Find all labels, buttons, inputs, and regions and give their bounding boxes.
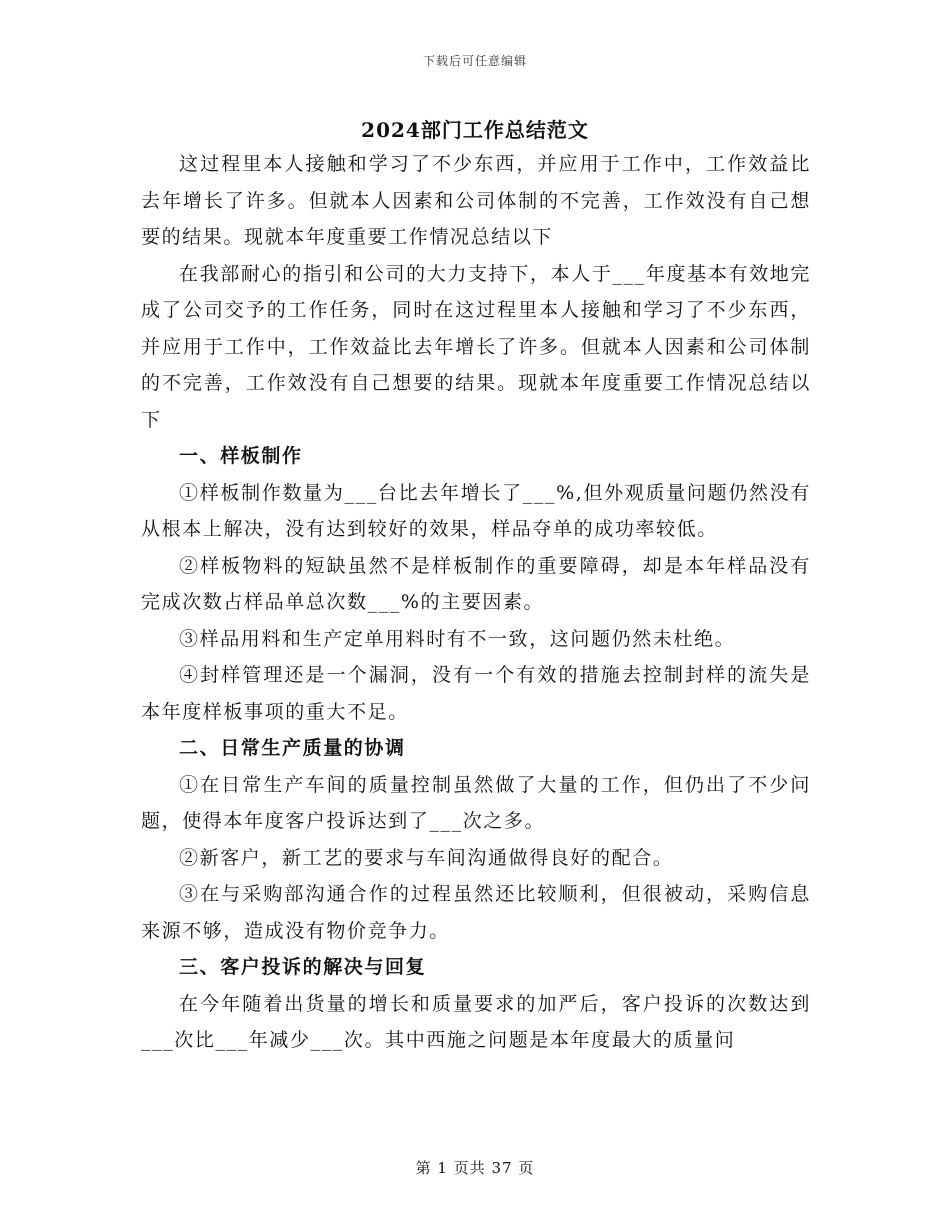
section-paragraph: ③样品用料和生产定单用料时有不一致，这问题仍然未杜绝。 bbox=[179, 627, 736, 650]
section-paragraph: ①在日常生产车间的质量控制虽然做了大量的工作，但仍出了不少问题，使得本年度客户投诉达到了___次之多。 bbox=[141, 773, 811, 832]
intro-paragraph: 这过程里本人接触和学习了不少东西，并应用于工作中，工作效益比去年增长了许多。但就本人因素和公司体制的不完善，工作效没有自己想要的结果。现就本年度重要工作情况总结以下 bbox=[141, 153, 811, 248]
section-paragraph: ①样板制作数量为___台比去年增长了___%,但外观质量问题仍然没有从根本上解决，没有达到较好的效果，样品夺单的成功率较低。 bbox=[141, 481, 811, 540]
section-paragraph: ②新客户，新工艺的要求与车间沟通做得良好的配合。 bbox=[179, 846, 674, 869]
document-title: 2024部门工作总结范文 bbox=[361, 118, 589, 142]
section-heading-sample-making: 一、样板制作 bbox=[179, 445, 303, 467]
section-paragraph: ③在与采购部沟通合作的过程虽然还比较顺利，但很被动，采购信息来源不够，造成没有物价竞争力。 bbox=[141, 883, 811, 942]
section-heading-production-quality: 二、日常生产质量的协调 bbox=[179, 737, 406, 759]
header-note: 下载后可任意编辑 bbox=[422, 54, 527, 68]
document-body bbox=[141, 146, 811, 1059]
section-heading-customer-complaints: 三、客户投诉的解决与回复 bbox=[179, 956, 427, 978]
section-paragraph: 在今年随着出货量的增长和质量要求的加严后，客户投诉的次数达到___次比___年减少___次。其中西施之问题是本年度最大的质量问 bbox=[141, 992, 811, 1051]
page-number: 第 1 页共 37 页 bbox=[415, 1159, 535, 1177]
section-paragraph: ②样板物料的短缺虽然不是样板制作的重要障碍，却是本年样品没有完成次数占样品单总次数___%的主要因素。 bbox=[141, 554, 811, 613]
section-paragraph: ④封样管理还是一个漏洞，没有一个有效的措施去控制封样的流失是本年度样板事项的重大不足。 bbox=[141, 664, 811, 723]
intro-paragraph: 在我部耐心的指引和公司的大力支持下，本人于___年度基本有效地完成了公司交予的工作任务，同时在这过程里本人接触和学习了不少东西，并应用于工作中，工作效益比去年增长了许多。但就本人因素和公司体制的不完善，工作效没有自己想要的结果。现就本年度重要工作情况总结以下 bbox=[141, 262, 811, 431]
